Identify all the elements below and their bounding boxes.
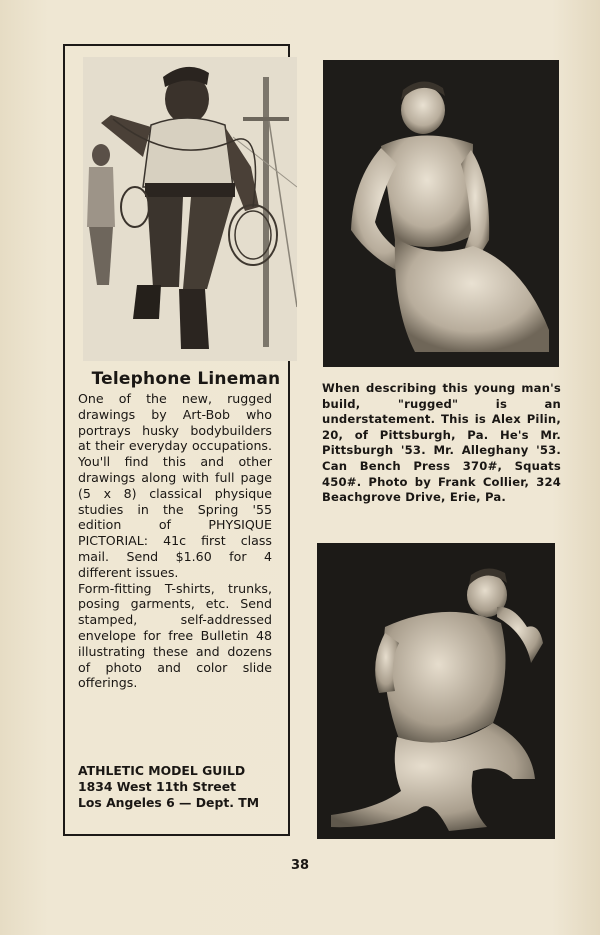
street-address: 1834 West 11th Street [78, 779, 237, 794]
ad-footer [78, 763, 278, 811]
ad-paragraph-1: One of the new, rugged drawings by Art-Bob who portrays husky bodybuilders at their everyday occupations. You'll find this and other drawings along with full page (5 x 8) classical physique studies in the Spring '55 edition of PHYSIQUE PICTORIAL: 41c first class mail. Send $1.60 for 4 different issues. [78, 391, 272, 580]
ad-title: Telephone Lineman [91, 369, 281, 389]
ad-paragraph-2: Form-fitting T-shirts, trunks, posing garments, etc. Send stamped, self-addressed envelope for free Bulletin 48 illustrating these and dozens of photo and color slide offerings. [78, 580, 272, 691]
lineman-illustration [83, 57, 297, 361]
page-number: 38 [290, 858, 310, 873]
bodybuilder-photo-top [323, 60, 559, 367]
company-name: ATHLETIC MODEL GUILD [78, 763, 246, 778]
bodybuilder-photo-bottom [317, 543, 555, 839]
photo-caption: When describing this young man's build, "rugged" is an understatement. This is Alex Pilin, 20, of Pittsburgh, Pa. He's Mr. Pittsburgh '53. Mr. Alleghany '53. Can Bench Press 370#, Squats 450#. Photo by Frank Collier, 324 Beachgrove Drive, Erie, Pa. [322, 381, 561, 505]
ad-body [78, 391, 272, 691]
city-department: Los Angeles 6 — Dept. TM [78, 795, 260, 810]
